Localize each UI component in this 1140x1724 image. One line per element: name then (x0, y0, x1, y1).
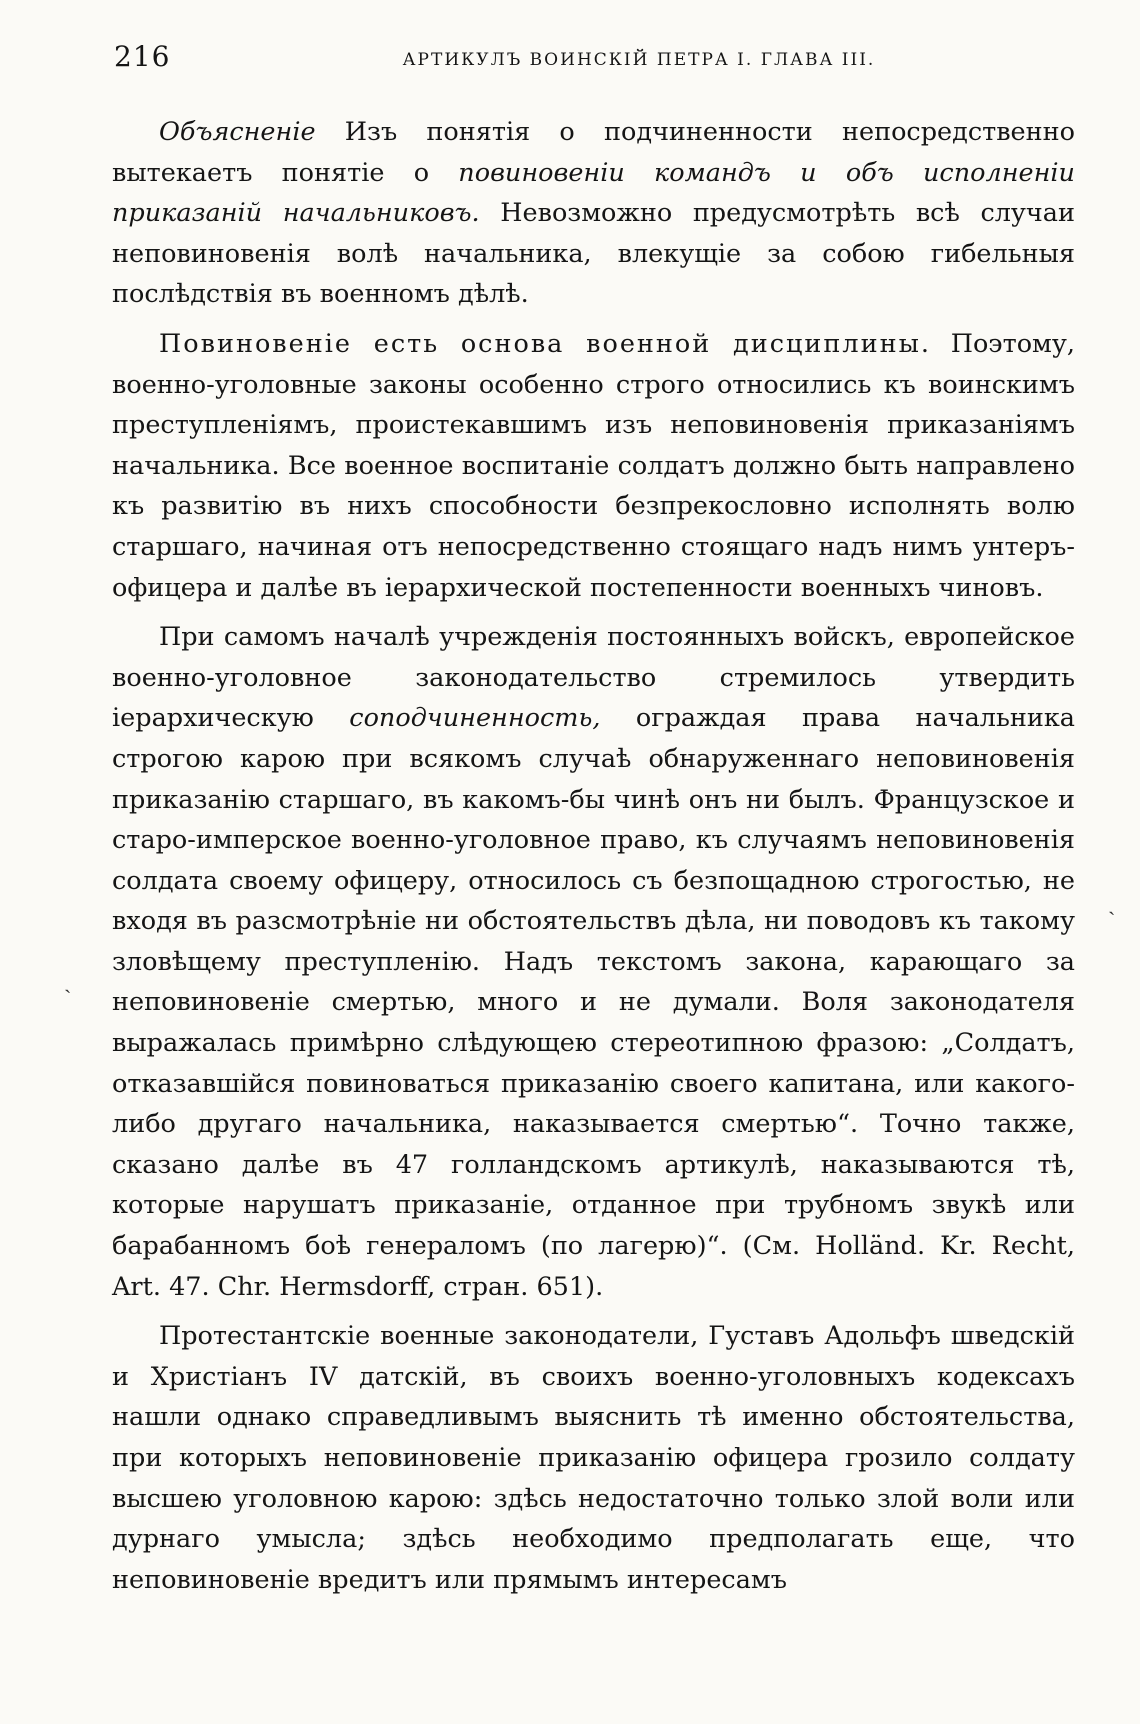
italic-phrase: соподчиненность, (349, 703, 601, 734)
page-header (114, 40, 1074, 76)
margin-tick-mark: ˎ (64, 969, 72, 994)
text-run: Протестантскіе военные законодатели, Густавъ Адольфъ шведскій и Христіанъ IV датскій, въ своихъ военно-уголовныхъ кодексахъ нашли однако справедливымъ выяснить тѣ именно обстоятельства, при которыхъ неповиновеніе приказанію офицера грозило солдату высшею уголовною карою: здѣсь недостаточно только злой воли или дурнаго умысла; здѣсь необходимо предполагать еще, что неповиновеніе вредитъ или прямымъ интересамъ (112, 1321, 1075, 1595)
paragraph-protestant (112, 1316, 1075, 1600)
explanation-label: Объясненіе (159, 117, 316, 147)
text-run: Невозможно предусмотрѣть всѣ случаи неповиновенія волѣ начальника, влекущіе за собою гибельныя послѣдствія въ военномъ дѣлѣ. (112, 198, 1075, 310)
text-run: Поэтому, военно-уголовные законы особенно строго относились къ воинскимъ преступленіямъ, проистекавшимъ изъ неповиновенія приказаніямъ начальника. Все военное воспитаніе солдатъ должно быть направлено къ развитію въ нихъ способности безпрекословно исполнять волю старшаго, начиная отъ непосредственно стоящаго надъ нимъ унтеръ-офицера и далѣе въ іерархической постепенности военныхъ чиновъ. (112, 328, 1075, 603)
paragraph-european-law (112, 617, 1075, 1307)
body-text (112, 112, 1075, 1609)
running-title: АРТИКУЛЪ ВОИНСКІЙ ПЕТРА І. ГЛАВА III. (402, 50, 876, 70)
spaced-lead: Повиновеніе есть основа военной дисциплины. (159, 328, 931, 359)
margin-tick-mark: ˏ (1108, 891, 1116, 916)
italic-phrase: повиновеніи командъ и объ исполненіи приказаній начальниковъ. (112, 157, 1075, 229)
text-run: ограждая права начальника строгою карою при всякомъ случаѣ обнаруженнаго неповиновенія приказанію старшаго, въ какомъ-бы чинѣ онъ ни былъ. Французское и старо-имперское военно-уголовное право, къ случаямъ неповиновенія солдата своему офицеру, относилось съ безпощадною строгостью, не входя въ разсмотрѣніе ни обстоятельствъ дѣла, ни поводовъ къ такому зловѣщему преступленію. Надъ текстомъ закона, карающаго за неповиновеніе смертью, много и не думали. Воля законодателя выражалась примѣрно слѣдующею стереотипною фразою: „Солдатъ, отказавшійся повиноваться приказанію своего капитана, или какого-либо другаго начальника, наказывается смертью“. Точно также, сказано далѣе въ 47 голландскомъ артикулѣ, наказываются тѣ, которые нарушатъ приказаніе, отданное при трубномъ звукѣ или барабанномъ боѣ генераломъ (по лагерю)“. (См. Holländ. Kr. Recht, Art. 47. Chr. Hermsdorff, стран. 651). (112, 703, 1076, 1302)
page-number: 216 (114, 40, 171, 73)
text-run: Изъ понятія о подчиненности непосредственно вытекаетъ понятіе о (112, 117, 1075, 188)
text-run: При самомъ началѣ учрежденія постоянныхъ войскъ, европейское военно-уголовное законодательство стремилось утвердить іерархическую (112, 622, 1075, 734)
paragraph-obedience (112, 324, 1075, 608)
paragraph-explanation (112, 112, 1075, 315)
